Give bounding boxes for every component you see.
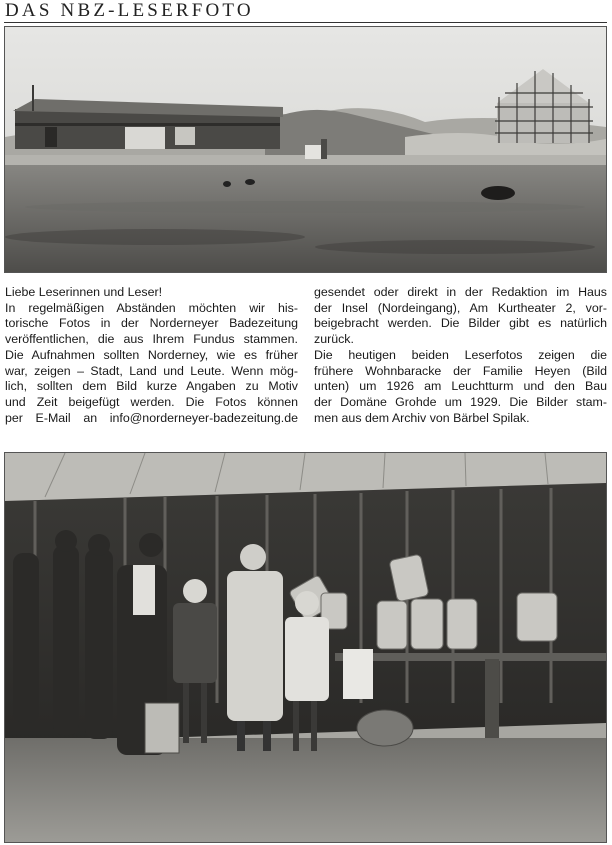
text-line: In regelmäßigen Abständen möchten wir his-: [5, 300, 298, 315]
text-line: der Domäne Grohde um 1929. Die Bilder stam-: [314, 394, 607, 409]
text-line: Liebe Leserinnen und Leser!: [5, 285, 163, 299]
photo-wohnbaracke-heyen: [4, 452, 607, 843]
article-column-1: [5, 285, 298, 426]
text-line: lich, sollten dem Bild kurze Angaben zu Motiv: [5, 379, 298, 394]
text-line: beigebracht werden. Die Bilder gibt es natürlich: [314, 316, 607, 331]
text-line: torische Fotos in der Norderneyer Badezeitung: [5, 316, 298, 331]
text-line: unten) um 1926 am Leuchtturm und den Bau: [314, 379, 607, 394]
text-line: gesendet oder direkt in der Redaktion im Haus: [314, 285, 607, 299]
text-line: frühere Wohnbaracke der Familie Heyen (Bild: [314, 363, 607, 378]
text-line: veröffentlichen, die aus Ihrem Fundus stammen.: [5, 332, 298, 347]
text-line: Die Aufnahmen sollten Norderney, wie es früher: [5, 347, 298, 362]
page-title: DAS NBZ-LESERFOTO: [5, 0, 254, 21]
text-line: per E-Mail an info@norderneyer-badezeitung.de: [5, 410, 298, 425]
text-line: zurück.: [314, 332, 354, 347]
text-line: men aus dem Archiv von Bärbel Spilak.: [314, 410, 530, 425]
photo-domaene-grohde: [4, 26, 607, 273]
text-line: Die heutigen beiden Leserfotos zeigen die: [314, 347, 607, 362]
text-line: war, zeigen – Stadt, Land und Leute. Wenn mög-: [5, 363, 298, 378]
article-column-2: [314, 285, 607, 426]
text-line: und Zeit beigefügt werden. Die Fotos können: [5, 394, 298, 409]
title-rule: [4, 22, 607, 23]
text-line: der Insel (Nordeingang), Am Kurtheater 2, vor-: [314, 300, 607, 315]
